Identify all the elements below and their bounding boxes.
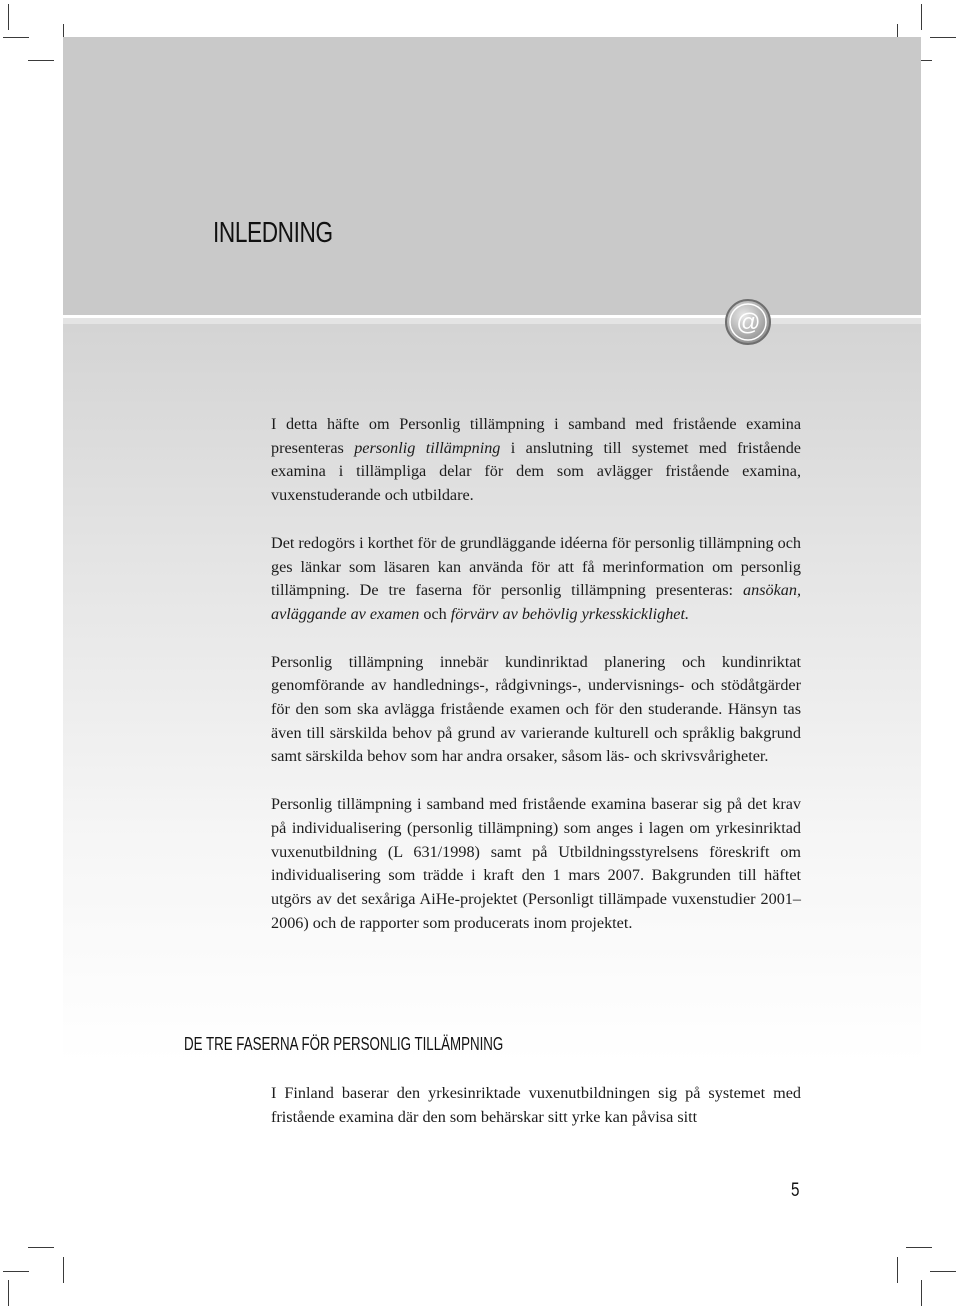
intro-paragraph-3: Personlig tillämpning innebär kundinriktad planering och kundinriktat genomförande av handlednings-, rådgivnings-, undervisnings- och stödåtgärder för den som ska avlägga fristående examen och för den studerande. Hänsyn tas även till särskilda behov på grund av varierande kulturell och språklig bakgrund samt särskilda behov som har andra orsaker, såsom läs- och skrivsvårigheter. xyxy=(271,652,801,766)
crop-mark xyxy=(921,1280,922,1306)
section-text xyxy=(271,1082,801,1129)
italic-term: ansökan, avläggande av examen xyxy=(271,581,801,623)
crop-mark xyxy=(906,1247,932,1248)
crop-mark xyxy=(921,4,922,30)
section-heading: DE TRE FASERNA FÖR PERSONLIG TILLÄMPNING xyxy=(184,1034,504,1054)
crop-mark xyxy=(63,1257,64,1283)
page-title: INLEDNING xyxy=(213,217,333,249)
at-sign-icon xyxy=(724,298,772,346)
crop-mark xyxy=(3,1271,29,1272)
header-band xyxy=(63,37,921,315)
text-span: i anslutning till systemet med fristående examina i tillämpliga delar för dem som avlägger fristående examina, vuxenstuderande och utbildare. xyxy=(271,438,801,505)
crop-mark xyxy=(930,1271,956,1272)
italic-term: personlig tillämpning xyxy=(354,438,501,457)
crop-mark xyxy=(8,1280,9,1306)
crop-mark xyxy=(897,1257,898,1283)
intro-paragraph-2 xyxy=(271,532,801,627)
intro-paragraph-1 xyxy=(271,413,801,508)
italic-term: förvärv av behövlig yrkesskicklighet. xyxy=(450,604,690,623)
text-span: Det redogörs i korthet för de grundläggande idéerna för personlig tillämpning och ges länkar som läsaren kan använda för att få merinformation om personlig tillämpning. De tre faserna för personlig tillämpning presenteras: xyxy=(271,533,801,600)
text-span: I detta häfte om Personlig tillämpning i samband med fristående examina presenteras xyxy=(271,415,801,457)
crop-mark xyxy=(3,37,29,38)
crop-mark xyxy=(28,1247,54,1248)
crop-mark xyxy=(8,4,9,30)
crop-mark xyxy=(28,60,54,61)
page-number: 5 xyxy=(791,1180,800,1201)
intro-text xyxy=(271,413,801,959)
svg-text:@: @ xyxy=(735,309,761,336)
crop-mark xyxy=(930,37,956,38)
intro-paragraph-4: Personlig tillämpning i samband med fristående examina baserar sig på det krav på individualisering (personlig tillämpning) som anges i lagen om yrkesinriktad vuxenutbildning (L 631/1998) samt på Utbildningsstyrelsens föreskrift om individualisering som trädde i kraft den 1 mars 2007. Bakgrunden till häftet utgörs av det sexåriga AiHe-projektet (Personligt tillämpade vuxenstudier 2001–2006) och de rapporter som producerats inom projektet. xyxy=(271,795,801,932)
text-span: och xyxy=(419,604,451,623)
section-paragraph-1: I Finland baserar den yrkesinriktade vuxenutbildningen sig på systemet med fristående examina där den som behärskar sitt yrke kan påvisa sitt xyxy=(271,1084,801,1126)
